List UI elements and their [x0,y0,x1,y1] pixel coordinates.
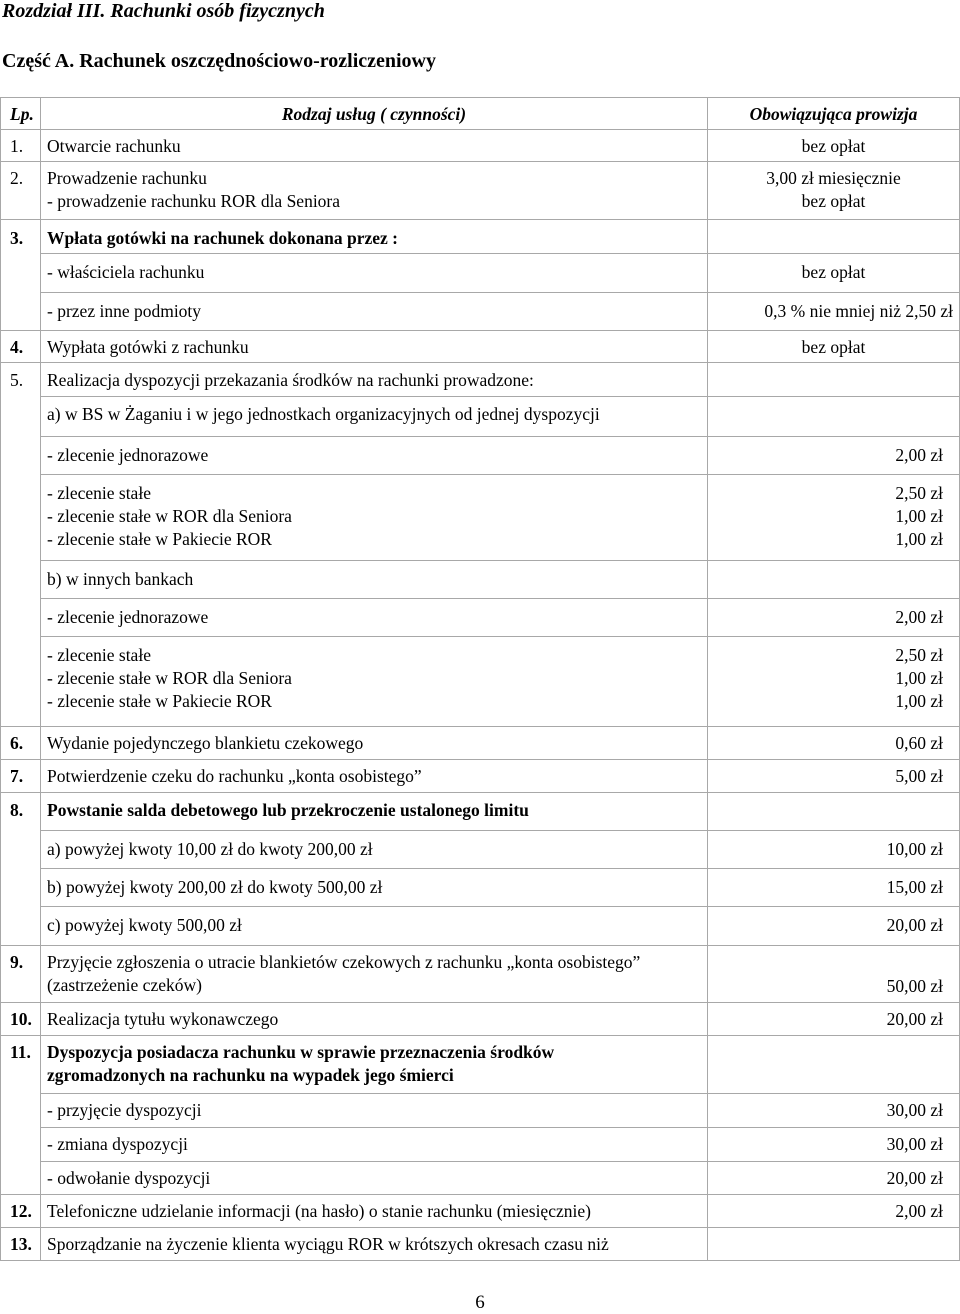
subrow-fee: 2,00 zł [708,599,960,637]
table-subrow [1,637,960,727]
table-row [1,331,960,363]
row-fee: 5,00 zł [708,760,960,793]
subrow-fee: 30,00 zł [708,1094,960,1128]
table-subrow [1,831,960,869]
row-fee-empty [708,793,960,831]
row-fee-empty [708,1036,960,1094]
table-row [1,1195,960,1228]
table-subrow [1,437,960,475]
table-row [1,1003,960,1036]
row-fee: 2,00 zł [708,1195,960,1228]
subrow-service: c) powyżej kwoty 500,00 zł [41,907,708,946]
row-fee: 20,00 zł [708,1003,960,1036]
subrow-fee: 20,00 zł [708,907,960,946]
table-row [1,946,960,1003]
row-lp: 12. [1,1195,41,1228]
row-lp: 1. [1,130,41,162]
row-lp: 11. [1,1036,41,1195]
subrow-fee-empty [708,397,960,437]
header-service: Rodzaj usług ( czynności) [41,98,708,130]
row-lp: 3. [1,220,41,331]
fee-table [0,97,960,1261]
subrow-service: - właściciela rachunku [41,254,708,293]
table-row [1,760,960,793]
table-row [1,793,960,831]
subrow-fee: 0,3 % nie mniej niż 2,50 zł [708,293,960,331]
table-subrow [1,561,960,599]
subrow-service: - zmiana dyspozycji [41,1128,708,1162]
table-subrow [1,254,960,293]
subrow-service: a) w BS w Żaganiu i w jego jednostkach organizacyjnych od jednej dyspozycji [41,397,708,437]
row-service: Sporządzanie na życzenie klienta wyciągu ROR w krótszych okresach czasu niż [41,1228,708,1261]
table-row [1,1036,960,1094]
subrow-service: - zlecenie jednorazowe [41,437,708,475]
row-service: Otwarcie rachunku [41,130,708,162]
row-service: Wypłata gotówki z rachunku [41,331,708,363]
row-lp: 2. [1,162,41,220]
table-row [1,363,960,397]
subrow-fee: 2,50 zł 1,00 zł 1,00 zł [708,637,960,727]
row-service: Prowadzenie rachunku - prowadzenie rachunku ROR dla Seniora [41,162,708,220]
row-lp: 5. [1,363,41,727]
row-fee: 0,60 zł [708,727,960,760]
row-lp: 10. [1,1003,41,1036]
row-fee [708,1228,960,1261]
row-fee: 3,00 zł miesięcznie bez opłat [708,162,960,220]
subrow-fee: 10,00 zł [708,831,960,869]
subrow-service: b) w innych bankach [41,561,708,599]
subrow-service: - przyjęcie dyspozycji [41,1094,708,1128]
chapter-title: Rozdział III. Rachunki osób fizycznych [2,0,325,22]
table-subrow [1,397,960,437]
subrow-service: - przez inne podmioty [41,293,708,331]
subrow-fee: 2,00 zł [708,437,960,475]
table-header-row [1,98,960,130]
row-fee: bez opłat [708,130,960,162]
subrow-service: - zlecenie jednorazowe [41,599,708,637]
table-row [1,162,960,220]
row-service: Powstanie salda debetowego lub przekroczenie ustalonego limitu [41,793,708,831]
row-fee: 50,00 zł [708,946,960,1003]
row-service: Realizacja dyspozycji przekazania środków na rachunki prowadzone: [41,363,708,397]
table-row [1,727,960,760]
row-service: Przyjęcie zgłoszenia o utracie blankietów czekowych z rachunku „konta osobistego” (zastrzeżenie czeków) [41,946,708,1003]
subrow-service: - zlecenie stałe - zlecenie stałe w ROR dla Seniora - zlecenie stałe w Pakiecie ROR [41,637,708,727]
row-lp: 6. [1,727,41,760]
row-service: Realizacja tytułu wykonawczego [41,1003,708,1036]
subrow-fee: 15,00 zł [708,869,960,907]
row-lp: 9. [1,946,41,1003]
table-row [1,1228,960,1261]
part-title: Część A. Rachunek oszczędnościowo-rozliczeniowy [2,50,437,72]
fee-table-wrapper [0,97,960,1261]
table-subrow [1,599,960,637]
row-service: Telefoniczne udzielanie informacji (na hasło) o stanie rachunku (miesięcznie) [41,1195,708,1228]
table-subrow [1,475,960,561]
row-lp: 4. [1,331,41,363]
subrow-fee: 20,00 zł [708,1162,960,1195]
subrow-service: - zlecenie stałe - zlecenie stałe w ROR dla Seniora - zlecenie stałe w Pakiecie ROR [41,475,708,561]
page-number: 6 [475,1292,485,1313]
row-service: Dyspozycja posiadacza rachunku w sprawie przeznaczenia środków zgromadzonych na rachunku na wypadek jego śmierci [41,1036,708,1094]
subrow-service: a) powyżej kwoty 10,00 zł do kwoty 200,00 zł [41,831,708,869]
row-lp: 8. [1,793,41,946]
header-lp: Lp. [1,98,41,130]
table-row [1,130,960,162]
subrow-fee: bez opłat [708,254,960,293]
row-service: Potwierdzenie czeku do rachunku „konta osobistego” [41,760,708,793]
subrow-fee: 30,00 zł [708,1128,960,1162]
table-subrow [1,1162,960,1195]
table-subrow [1,907,960,946]
row-service: Wydanie pojedynczego blankietu czekowego [41,727,708,760]
header-fee: Obowiązująca prowizja [708,98,960,130]
row-lp: 7. [1,760,41,793]
subrow-fee: 2,50 zł 1,00 zł 1,00 zł [708,475,960,561]
row-fee-empty [708,363,960,397]
subrow-fee-empty [708,561,960,599]
row-service: Wpłata gotówki na rachunek dokonana przez : [41,220,708,254]
row-fee: bez opłat [708,331,960,363]
subrow-service: b) powyżej kwoty 200,00 zł do kwoty 500,00 zł [41,869,708,907]
table-row [1,220,960,254]
table-subrow [1,869,960,907]
row-lp: 13. [1,1228,41,1261]
table-subrow [1,293,960,331]
subrow-service: - odwołanie dyspozycji [41,1162,708,1195]
table-subrow [1,1094,960,1128]
row-fee-empty [708,220,960,254]
table-subrow [1,1128,960,1162]
